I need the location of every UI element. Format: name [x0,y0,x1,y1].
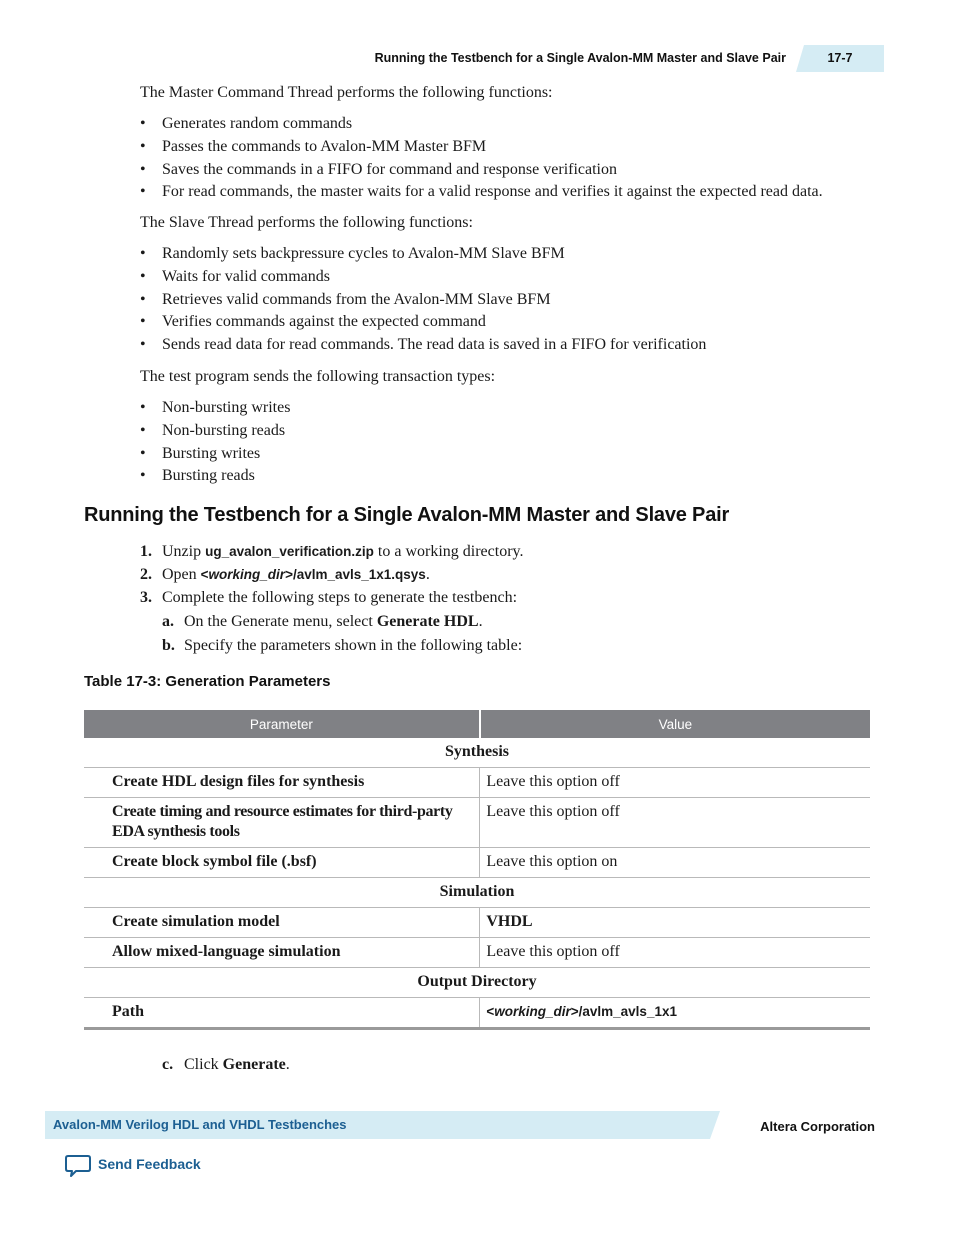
send-feedback-link[interactable]: Send Feedback [98,1156,201,1172]
table-header-row [84,710,870,738]
table-group-row [84,878,870,908]
column-header-parameter: Parameter [84,710,480,738]
step-2: 2. Open <working_dir>/avlm_avls_1x1.qsys. [140,566,430,583]
speech-bubble-icon[interactable] [65,1154,91,1178]
param-cell: Create simulation model [84,908,480,938]
table-group-row [84,968,870,998]
table-row [84,998,870,1029]
list-item: • Sends read data for read commands. The read data is saved in a FIFO for verification [140,335,706,358]
table-row [84,768,870,798]
table-row [84,848,870,878]
list-item: • Waits for valid commands [140,267,706,290]
group-output-directory: Output Directory [84,968,870,998]
transactions-list [140,398,290,489]
step-3: 3. Complete the following steps to generate the testbench: [140,589,518,606]
slave-thread-list [140,244,706,358]
param-cell: Allow mixed-language simulation [84,938,480,968]
list-item: • Non-bursting writes [140,398,290,421]
list-item: • For read commands, the master waits for a valid response and verifies it against the expected read data. [140,182,823,205]
value-cell: Leave this option on [480,848,870,878]
master-thread-list [140,114,823,205]
table-row [84,798,870,848]
param-cell: Create timing and resource estimates for third-party EDA synthesis tools [84,798,480,848]
footer-company: Altera Corporation [760,1119,875,1134]
step-1: 1. Unzip ug_avalon_verification.zip to a working directory. [140,543,524,560]
group-simulation: Simulation [84,878,870,908]
list-item: • Randomly sets backpressure cycles to Avalon-MM Slave BFM [140,244,706,267]
master-thread-intro: The Master Command Thread performs the following functions: [140,84,553,101]
value-cell: Leave this option off [480,768,870,798]
zip-filename: ug_avalon_verification.zip [205,544,374,559]
value-cell: Leave this option off [480,938,870,968]
list-item: • Non-bursting reads [140,421,290,444]
section-heading: Running the Testbench for a Single Avalon-MM Master and Slave Pair [84,504,730,526]
column-header-value: Value [480,710,870,738]
list-item: • Saves the commands in a FIFO for command and response verification [140,160,823,183]
value-cell: Leave this option off [480,798,870,848]
list-item: • Bursting reads [140,466,290,489]
list-item: • Bursting writes [140,444,290,467]
list-item: • Passes the commands to Avalon-MM Master BFM [140,137,823,160]
running-header-title: Running the Testbench for a Single Avalon-MM Master and Slave Pair [374,51,786,65]
list-item: • Verifies commands against the expected command [140,312,706,335]
param-cell: Create block symbol file (.bsf) [84,848,480,878]
value-cell: VHDL [480,908,870,938]
table-caption: Table 17-3: Generation Parameters [84,673,331,690]
step-3a: a. On the Generate menu, select Generate HDL. [162,613,483,630]
table-row [84,908,870,938]
generation-parameters-table [84,710,870,1030]
group-synthesis: Synthesis [84,738,870,768]
table-row [84,938,870,968]
param-cell: Create HDL design files for synthesis [84,768,480,798]
param-cell: Path [84,998,480,1029]
step-3c: c. Click Generate. [162,1056,290,1073]
list-item: • Retrieves valid commands from the Avalon-MM Slave BFM [140,290,706,313]
slave-thread-intro: The Slave Thread performs the following functions: [140,214,473,231]
list-item: • Generates random commands [140,114,823,137]
step-3b: b. Specify the parameters shown in the following table: [162,637,523,654]
transactions-intro: The test program sends the following transaction types: [140,368,496,385]
footer-doc-title[interactable]: Avalon-MM Verilog HDL and VHDL Testbenches [53,1117,347,1132]
steps-list [140,542,524,611]
page-number: 17-7 [827,51,853,65]
qsys-path: <working_dir>/avlm_avls_1x1.qsys [200,567,426,582]
table-group-row [84,738,870,768]
value-cell: <working_dir>/avlm_avls_1x1 [480,998,870,1029]
